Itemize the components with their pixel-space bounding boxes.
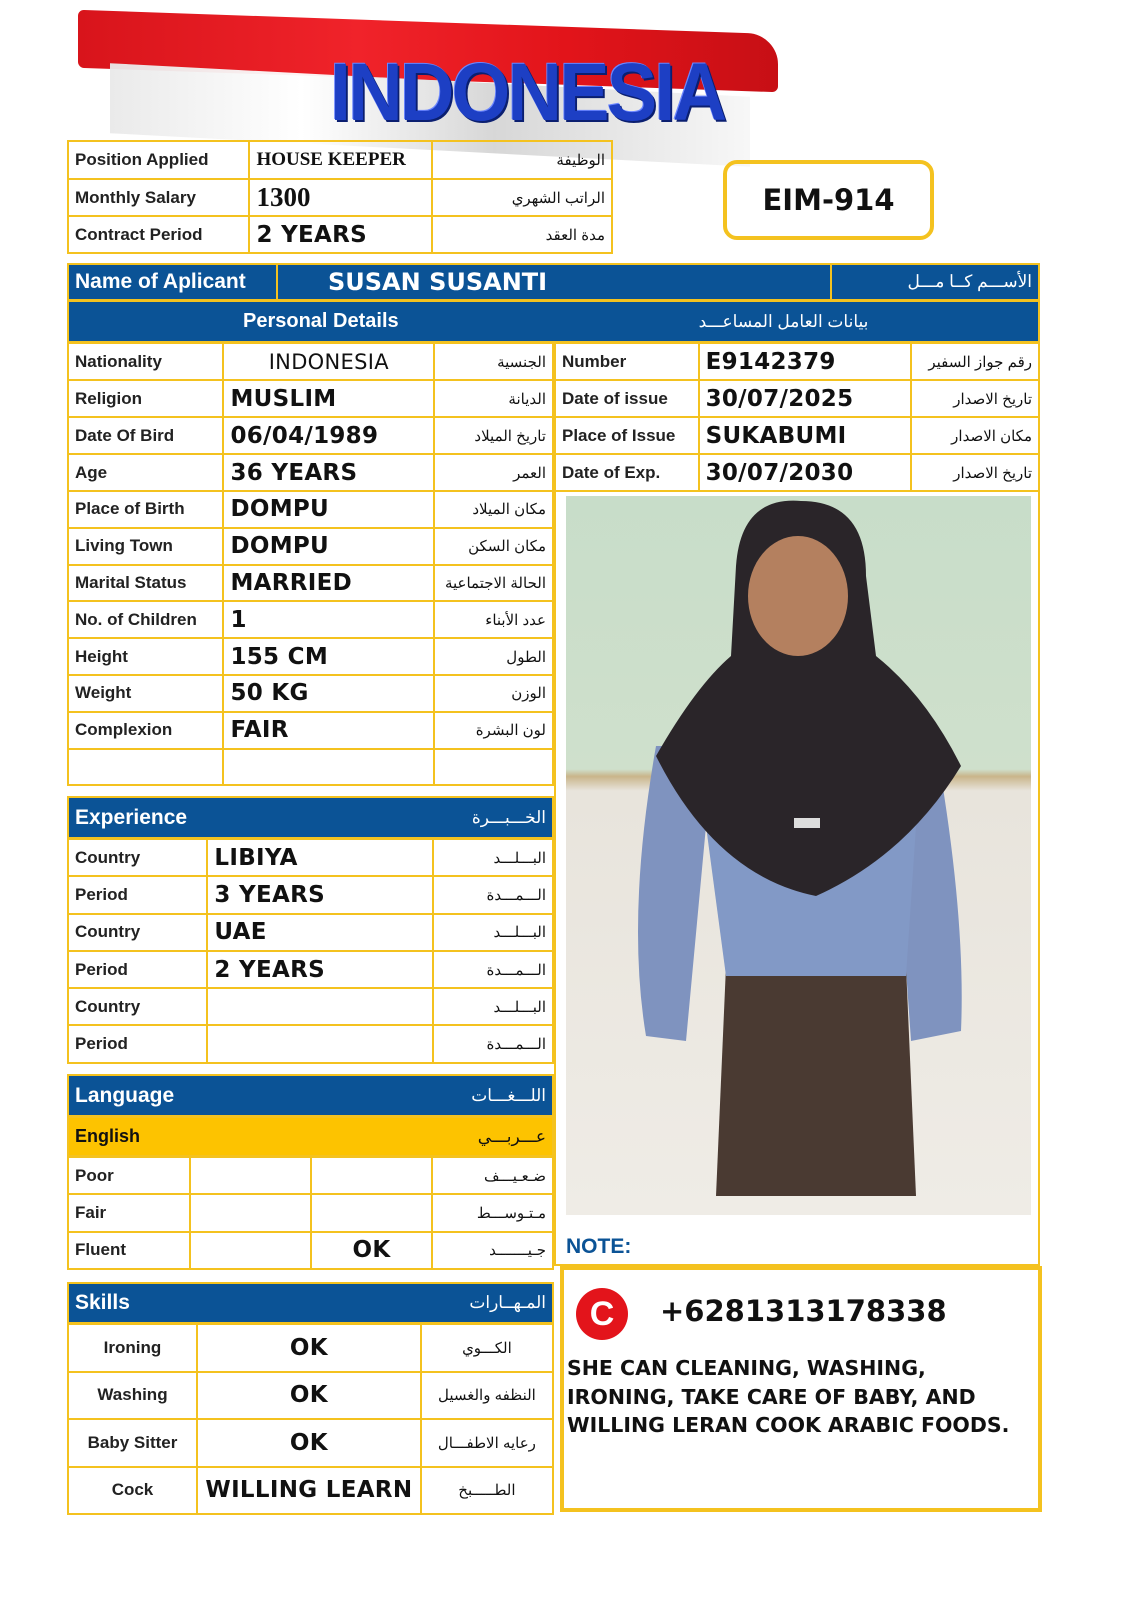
experience-ar: الـــمـــدة [433,1025,553,1062]
experience-label: Period [68,951,207,988]
skill-ar: الطـــــبخ [421,1467,553,1515]
language-table [67,1156,554,1270]
experience-label: Country [68,914,207,951]
personal-value: 06/04/1989 [223,417,434,454]
applicant-label: Name of Aplicant [69,265,278,299]
personal-label: Height [68,638,223,675]
personal-details-label: Personal Details [243,310,399,332]
job-value: 2 YEARS [249,216,432,253]
skill-value: OK [197,1419,421,1467]
personal-details-bar [67,300,1040,343]
passport-value: E9142379 [699,343,912,380]
job-table [67,140,613,254]
personal-value: INDONESIA [223,343,434,380]
personal-ar: مكان السكن [434,528,553,565]
personal-label: Complexion [68,712,223,749]
experience-label: Period [68,1025,207,1062]
language-level-ar: جـيـــــــد [432,1232,553,1269]
applicant-bar [67,263,1040,301]
passport-ar: رقم جواز السفير [911,343,1039,380]
language-row [68,1157,553,1194]
experience-value [207,988,433,1025]
personal-ar: الحالة الاجتماعية [434,565,553,602]
language-level-ar: مـتـوســـط [432,1194,553,1231]
personal-row [68,749,553,786]
personal-value: 155 CM [223,638,434,675]
passport-ar: مكان الاصدار [911,417,1039,454]
personal-label: Religion [68,380,223,417]
skill-row [68,1372,553,1420]
personal-row [68,491,553,528]
passport-ar: تاريخ الاصدار [911,454,1039,491]
experience-value: 2 YEARS [207,951,433,988]
personal-value: MARRIED [223,565,434,602]
experience-value: UAE [207,914,433,951]
english-level-mark [190,1232,311,1269]
personal-label: Marital Status [68,565,223,602]
skill-ar: النظفه والغسيل [421,1372,553,1420]
experience-label: Country [68,839,207,876]
personal-row [68,565,553,602]
personal-ar: الوزن [434,675,553,712]
personal-label: Nationality [68,343,223,380]
personal-value: MUSLIM [223,380,434,417]
personal-ar: الجنسية [434,343,553,380]
job-ar: الوظيفة [432,141,612,179]
passport-row [555,380,1039,417]
job-row [68,179,612,216]
english-level-mark [190,1194,311,1231]
language-level-ar: ضـعـيـــف [432,1157,553,1194]
experience-table [67,838,554,1064]
language-level: Poor [68,1157,190,1194]
banner-title: INDONESIA [330,47,725,138]
experience-ar: البـــلـــد [433,914,553,951]
skill-row [68,1324,553,1372]
language-header [67,1074,554,1117]
experience-row [68,839,553,876]
personal-ar: تاريخ الميلاد [434,417,553,454]
passport-ar: تاريخ الاصدار [911,380,1039,417]
experience-ar: البـــلـــد [433,839,553,876]
personal-ar: العمر [434,454,553,491]
note-label: NOTE: [566,1235,632,1258]
language-subheader [67,1116,554,1157]
experience-label: Period [68,876,207,913]
personal-label [68,749,223,786]
personal-table [67,342,554,786]
job-label: Monthly Salary [68,179,249,216]
job-value: HOUSE KEEPER [249,141,432,179]
skill-row [68,1419,553,1467]
job-label: Contract Period [68,216,249,253]
personal-ar: مكان الميلاد [434,491,553,528]
experience-value: 3 YEARS [207,876,433,913]
job-row [68,141,612,179]
experience-label: Country [68,988,207,1025]
job-ar: الراتب الشهري [432,179,612,216]
experience-value [207,1025,433,1062]
personal-row [68,638,553,675]
job-row [68,216,612,253]
note-text: SHE CAN CLEANING, WASHING, IRONING, TAKE CARE OF BABY, AND WILLING LERAN COOK ARABIC FOODS. [567,1356,1010,1437]
skills-table [67,1323,554,1515]
skill-value: OK [197,1324,421,1372]
personal-value: 50 KG [223,675,434,712]
applicant-name: SUSAN SUSANTI [278,265,832,299]
experience-ar: الخـــبـــرة [471,807,546,827]
passport-value: SUKABUMI [699,417,912,454]
language-ar: اللـــغـــات [471,1085,546,1105]
personal-row [68,528,553,565]
personal-value: DOMPU [223,528,434,565]
arabic-level-mark [311,1157,432,1194]
personal-value: FAIR [223,712,434,749]
skill-ar: الكـــوي [421,1324,553,1372]
experience-row [68,876,553,913]
experience-ar: الـــمـــدة [433,876,553,913]
experience-row [68,951,553,988]
personal-row [68,712,553,749]
job-ar: مدة العقد [432,216,612,253]
experience-row [68,914,553,951]
passport-label: Place of Issue [555,417,699,454]
arabic-level-mark [311,1194,432,1231]
job-label: Position Applied [68,141,249,179]
job-value: 1300 [249,179,432,216]
personal-label: Age [68,454,223,491]
skill-label: Ironing [68,1324,197,1372]
skill-ar: رعايه الاطفـــال [421,1419,553,1467]
personal-details-ar: بيانات العامل المساعـــد [698,311,869,331]
language-title: Language [75,1083,175,1107]
personal-value: DOMPU [223,491,434,528]
passport-table [554,342,1040,492]
experience-value: LIBIYA [207,839,433,876]
language-level: Fair [68,1194,190,1231]
phone-number: +6281313178338 [660,1294,947,1328]
personal-label: No. of Children [68,601,223,638]
personal-row [68,417,553,454]
experience-ar: البـــلـــد [433,988,553,1025]
personal-row [68,601,553,638]
passport-value: 30/07/2025 [699,380,912,417]
passport-value: 30/07/2030 [699,454,912,491]
personal-value: 1 [223,601,434,638]
skill-row [68,1467,553,1515]
personal-label: Date Of Bird [68,417,223,454]
personal-value [223,749,434,786]
personal-row [68,380,553,417]
skill-label: Washing [68,1372,197,1420]
language-row [68,1232,553,1269]
personal-ar: الديانة [434,380,553,417]
skill-value: WILLING LEARN [197,1467,421,1515]
skill-label: Cock [68,1467,197,1515]
personal-value: 36 YEARS [223,454,434,491]
passport-label: Date of issue [555,380,699,417]
experience-title: Experience [75,805,188,829]
applicant-photo [566,496,1031,1215]
passport-row [555,417,1039,454]
applicant-ar: الأســـم كــا مـــل [907,272,1032,291]
language-level: Fluent [68,1232,190,1269]
experience-row [68,988,553,1025]
personal-ar: الطول [434,638,553,675]
personal-row [68,343,553,380]
passport-label: Number [555,343,699,380]
skill-value: OK [197,1372,421,1420]
passport-label: Date of Exp. [555,454,699,491]
phone-icon: C [576,1288,628,1340]
arabic-level-mark: OK [311,1232,432,1269]
passport-row [555,454,1039,491]
language-english-label: English [75,1126,141,1146]
language-arabic-label: عـــربـــي [477,1126,546,1146]
personal-row [68,675,553,712]
skills-ar: المـهــارات [469,1293,546,1312]
personal-label: Weight [68,675,223,712]
passport-row [555,343,1039,380]
personal-ar [434,749,553,786]
experience-row [68,1025,553,1062]
experience-ar: الـــمـــدة [433,951,553,988]
personal-ar: لون البشرة [434,712,553,749]
note-box [560,1266,1042,1512]
skill-label: Baby Sitter [68,1419,197,1467]
personal-ar: عدد الأبناء [434,601,553,638]
reference-code: EIM-914 [723,160,934,240]
language-row [68,1194,553,1231]
personal-label: Living Town [68,528,223,565]
personal-row [68,454,553,491]
experience-header [67,796,554,839]
skills-header [67,1282,554,1324]
english-level-mark [190,1157,311,1194]
person-figure [566,496,1031,1215]
personal-label: Place of Birth [68,491,223,528]
skills-title: Skills [75,1291,130,1314]
